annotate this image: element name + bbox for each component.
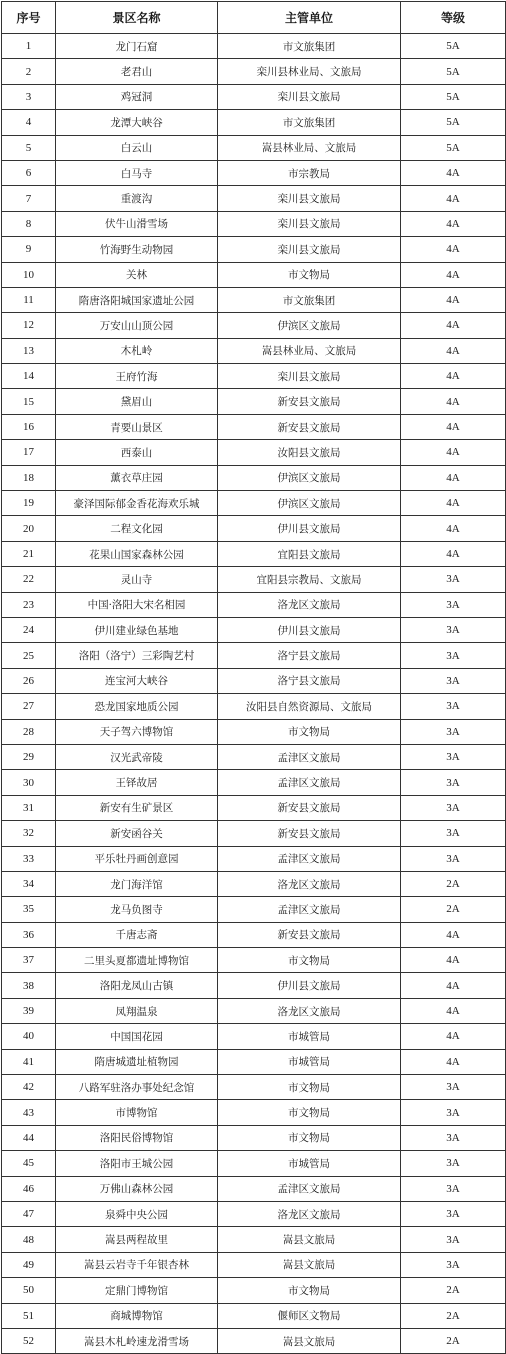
cell-index: 27 [2,694,56,719]
header-level: 等级 [401,2,506,34]
cell-scenic-name: 王府竹海 [56,364,218,389]
cell-index: 48 [2,1227,56,1252]
table-row [2,1303,506,1328]
cell-level: 3A [401,770,506,795]
cell-scenic-name: 市博物馆 [56,1100,218,1125]
cell-scenic-name: 隋唐洛阳城国家遗址公园 [56,287,218,312]
cell-index: 30 [2,770,56,795]
table-row [2,541,506,566]
table-row [2,1125,506,1150]
scenic-area-table [1,1,506,1354]
cell-authority: 市文旅集团 [218,287,401,312]
cell-level: 4A [401,287,506,312]
cell-level: 3A [401,1227,506,1252]
cell-index: 34 [2,871,56,896]
cell-index: 39 [2,998,56,1023]
table-row [2,389,506,414]
cell-authority: 汝阳县自然资源局、文旅局 [218,694,401,719]
table-row [2,973,506,998]
cell-authority: 栾川县文旅局 [218,84,401,109]
table-row [2,491,506,516]
cell-level: 5A [401,135,506,160]
cell-authority: 偃师区文物局 [218,1303,401,1328]
table-row [2,617,506,642]
cell-level: 3A [401,821,506,846]
cell-scenic-name: 薰衣草庄园 [56,465,218,490]
cell-scenic-name: 泉舜中央公园 [56,1201,218,1226]
cell-authority: 市文物局 [218,1100,401,1125]
table-row [2,770,506,795]
cell-index: 2 [2,59,56,84]
cell-level: 3A [401,643,506,668]
cell-level: 3A [401,617,506,642]
cell-scenic-name: 花果山国家森林公园 [56,541,218,566]
cell-index: 6 [2,160,56,185]
table-row [2,1151,506,1176]
cell-scenic-name: 伊川建业绿色基地 [56,617,218,642]
cell-index: 32 [2,821,56,846]
cell-authority: 孟津区文旅局 [218,770,401,795]
cell-authority: 伊滨区文旅局 [218,313,401,338]
cell-authority: 洛龙区文旅局 [218,1201,401,1226]
cell-authority: 市文物局 [218,262,401,287]
cell-scenic-name: 汉光武帝陵 [56,744,218,769]
cell-authority: 栾川县文旅局 [218,364,401,389]
cell-level: 5A [401,34,506,59]
table-row [2,313,506,338]
table-row [2,1227,506,1252]
cell-level: 4A [401,1049,506,1074]
cell-index: 9 [2,237,56,262]
table-row [2,1100,506,1125]
table-row [2,414,506,439]
cell-scenic-name: 关林 [56,262,218,287]
cell-authority: 市文旅集团 [218,34,401,59]
table-row [2,922,506,947]
cell-level: 4A [401,313,506,338]
cell-authority: 孟津区文旅局 [218,1176,401,1201]
cell-authority: 伊川县文旅局 [218,516,401,541]
cell-level: 2A [401,897,506,922]
cell-authority: 洛龙区文旅局 [218,871,401,896]
table-row [2,871,506,896]
cell-scenic-name: 千唐志斋 [56,922,218,947]
cell-authority: 市城管局 [218,1151,401,1176]
table-row [2,338,506,363]
cell-scenic-name: 洛阳龙凤山古镇 [56,973,218,998]
cell-level: 4A [401,516,506,541]
cell-level: 3A [401,1201,506,1226]
cell-scenic-name: 中国·洛阳大宋名相园 [56,592,218,617]
cell-authority: 嵩县文旅局 [218,1328,401,1353]
table-row [2,1176,506,1201]
cell-index: 33 [2,846,56,871]
header-index: 序号 [2,2,56,34]
cell-scenic-name: 定鼎门博物馆 [56,1278,218,1303]
cell-authority: 洛龙区文旅局 [218,592,401,617]
cell-scenic-name: 青要山景区 [56,414,218,439]
cell-level: 3A [401,744,506,769]
cell-scenic-name: 白云山 [56,135,218,160]
cell-level: 4A [401,160,506,185]
table-row [2,897,506,922]
table-row [2,846,506,871]
cell-scenic-name: 八路军驻洛办事处纪念馆 [56,1075,218,1100]
table-row [2,186,506,211]
cell-level: 4A [401,491,506,516]
table-body [2,34,506,1354]
cell-scenic-name: 二程文化园 [56,516,218,541]
cell-level: 4A [401,1024,506,1049]
cell-scenic-name: 万佛山森林公园 [56,1176,218,1201]
table-row [2,821,506,846]
cell-level: 3A [401,719,506,744]
cell-authority: 汝阳县文旅局 [218,440,401,465]
cell-authority: 伊滨区文旅局 [218,465,401,490]
cell-index: 36 [2,922,56,947]
cell-level: 4A [401,922,506,947]
cell-index: 21 [2,541,56,566]
cell-authority: 市宗教局 [218,160,401,185]
cell-level: 4A [401,973,506,998]
cell-index: 29 [2,744,56,769]
cell-level: 4A [401,262,506,287]
cell-authority: 新安县文旅局 [218,821,401,846]
cell-index: 51 [2,1303,56,1328]
cell-level: 2A [401,1328,506,1353]
cell-level: 3A [401,846,506,871]
cell-scenic-name: 隋唐城遗址植物园 [56,1049,218,1074]
cell-index: 4 [2,110,56,135]
cell-authority: 市文物局 [218,1278,401,1303]
cell-level: 5A [401,59,506,84]
table-row [2,110,506,135]
cell-index: 7 [2,186,56,211]
table-row [2,1024,506,1049]
cell-level: 3A [401,694,506,719]
cell-scenic-name: 豪泽国际郁金香花海欢乐城 [56,491,218,516]
table-row [2,1278,506,1303]
cell-authority: 孟津区文旅局 [218,846,401,871]
cell-level: 2A [401,1303,506,1328]
cell-scenic-name: 伏牛山滑雪场 [56,211,218,236]
cell-scenic-name: 洛阳民俗博物馆 [56,1125,218,1150]
cell-authority: 新安县文旅局 [218,389,401,414]
cell-level: 3A [401,592,506,617]
cell-level: 3A [401,1100,506,1125]
cell-level: 3A [401,1176,506,1201]
cell-scenic-name: 鸡冠洞 [56,84,218,109]
table-row [2,135,506,160]
cell-authority: 市文物局 [218,948,401,973]
cell-index: 1 [2,34,56,59]
table-row [2,948,506,973]
cell-scenic-name: 商城博物馆 [56,1303,218,1328]
table-row [2,592,506,617]
cell-level: 3A [401,567,506,592]
cell-level: 3A [401,1075,506,1100]
cell-index: 42 [2,1075,56,1100]
table-row [2,440,506,465]
cell-index: 15 [2,389,56,414]
cell-index: 49 [2,1252,56,1277]
cell-index: 25 [2,643,56,668]
cell-level: 2A [401,1278,506,1303]
table-row [2,998,506,1023]
cell-authority: 洛宁县文旅局 [218,643,401,668]
cell-index: 13 [2,338,56,363]
cell-scenic-name: 凤翔温泉 [56,998,218,1023]
cell-index: 11 [2,287,56,312]
cell-index: 8 [2,211,56,236]
cell-authority: 市城管局 [218,1024,401,1049]
header-authority: 主管单位 [218,2,401,34]
cell-index: 22 [2,567,56,592]
cell-authority: 孟津区文旅局 [218,897,401,922]
cell-level: 3A [401,1151,506,1176]
cell-authority: 洛宁县文旅局 [218,668,401,693]
table-row [2,1075,506,1100]
cell-authority: 宜阳县文旅局 [218,541,401,566]
cell-authority: 栾川县林业局、文旅局 [218,59,401,84]
cell-scenic-name: 嵩县云岩寺千年银杏林 [56,1252,218,1277]
cell-authority: 新安县文旅局 [218,922,401,947]
cell-level: 3A [401,795,506,820]
cell-level: 4A [401,948,506,973]
cell-index: 23 [2,592,56,617]
cell-authority: 新安县文旅局 [218,414,401,439]
table-row [2,694,506,719]
cell-index: 18 [2,465,56,490]
cell-scenic-name: 洛阳（洛宁）三彩陶艺村 [56,643,218,668]
cell-scenic-name: 白马寺 [56,160,218,185]
table-row [2,84,506,109]
cell-index: 14 [2,364,56,389]
cell-index: 52 [2,1328,56,1353]
cell-index: 26 [2,668,56,693]
table-row [2,211,506,236]
table-row [2,567,506,592]
cell-scenic-name: 重渡沟 [56,186,218,211]
cell-authority: 栾川县文旅局 [218,237,401,262]
cell-level: 4A [401,186,506,211]
table-row [2,160,506,185]
cell-scenic-name: 恐龙国家地质公园 [56,694,218,719]
cell-scenic-name: 木札岭 [56,338,218,363]
table-row [2,719,506,744]
table-row [2,364,506,389]
cell-scenic-name: 龙潭大峡谷 [56,110,218,135]
cell-index: 12 [2,313,56,338]
table-row [2,59,506,84]
cell-scenic-name: 洛阳市王城公园 [56,1151,218,1176]
cell-authority: 市文物局 [218,719,401,744]
cell-level: 4A [401,237,506,262]
cell-level: 4A [401,414,506,439]
cell-scenic-name: 天子驾六博物馆 [56,719,218,744]
cell-scenic-name: 竹海野生动物园 [56,237,218,262]
cell-authority: 市文物局 [218,1125,401,1150]
cell-index: 5 [2,135,56,160]
table-header-row [2,2,506,34]
cell-index: 10 [2,262,56,287]
cell-level: 4A [401,338,506,363]
cell-index: 37 [2,948,56,973]
table-row [2,1328,506,1353]
cell-scenic-name: 龙马负图寺 [56,897,218,922]
cell-authority: 嵩县文旅局 [218,1227,401,1252]
cell-index: 47 [2,1201,56,1226]
table-row [2,668,506,693]
cell-index: 43 [2,1100,56,1125]
cell-level: 4A [401,211,506,236]
cell-index: 16 [2,414,56,439]
table-row [2,1201,506,1226]
table-row [2,516,506,541]
cell-level: 4A [401,440,506,465]
cell-authority: 新安县文旅局 [218,795,401,820]
cell-level: 3A [401,668,506,693]
cell-level: 4A [401,465,506,490]
cell-level: 3A [401,1252,506,1277]
cell-scenic-name: 龙门海洋馆 [56,871,218,896]
cell-scenic-name: 王铎故居 [56,770,218,795]
cell-scenic-name: 灵山寺 [56,567,218,592]
table-row [2,795,506,820]
cell-index: 45 [2,1151,56,1176]
table-row [2,237,506,262]
table-row [2,1252,506,1277]
scenic-area-table-container [1,1,506,1354]
header-scenic-name: 景区名称 [56,2,218,34]
cell-level: 4A [401,364,506,389]
cell-authority: 伊川县文旅局 [218,617,401,642]
cell-authority: 市文旅集团 [218,110,401,135]
cell-scenic-name: 西泰山 [56,440,218,465]
cell-level: 2A [401,871,506,896]
cell-index: 44 [2,1125,56,1150]
cell-scenic-name: 黛眉山 [56,389,218,414]
table-row [2,287,506,312]
cell-level: 5A [401,110,506,135]
table-row [2,465,506,490]
table-row [2,744,506,769]
cell-index: 24 [2,617,56,642]
cell-authority: 栾川县文旅局 [218,211,401,236]
cell-level: 4A [401,389,506,414]
cell-index: 38 [2,973,56,998]
cell-index: 19 [2,491,56,516]
cell-authority: 孟津区文旅局 [218,744,401,769]
cell-authority: 栾川县文旅局 [218,186,401,211]
cell-level: 4A [401,998,506,1023]
cell-scenic-name: 嵩县两程故里 [56,1227,218,1252]
cell-index: 31 [2,795,56,820]
cell-authority: 洛龙区文旅局 [218,998,401,1023]
cell-index: 20 [2,516,56,541]
cell-authority: 嵩县林业局、文旅局 [218,338,401,363]
cell-authority: 伊滨区文旅局 [218,491,401,516]
cell-level: 5A [401,84,506,109]
table-row [2,34,506,59]
table-row [2,262,506,287]
cell-scenic-name: 新安函谷关 [56,821,218,846]
cell-scenic-name: 老君山 [56,59,218,84]
cell-authority: 市文物局 [218,1075,401,1100]
cell-index: 40 [2,1024,56,1049]
cell-authority: 伊川县文旅局 [218,973,401,998]
cell-index: 28 [2,719,56,744]
cell-scenic-name: 新安有生矿景区 [56,795,218,820]
cell-authority: 嵩县文旅局 [218,1252,401,1277]
cell-scenic-name: 二里头夏都遗址博物馆 [56,948,218,973]
cell-level: 3A [401,1125,506,1150]
cell-authority: 嵩县林业局、文旅局 [218,135,401,160]
cell-index: 41 [2,1049,56,1074]
cell-index: 46 [2,1176,56,1201]
cell-scenic-name: 中国国花园 [56,1024,218,1049]
cell-scenic-name: 平乐牡丹画创意园 [56,846,218,871]
cell-scenic-name: 万安山山顶公园 [56,313,218,338]
cell-level: 4A [401,541,506,566]
cell-scenic-name: 龙门石窟 [56,34,218,59]
cell-index: 17 [2,440,56,465]
cell-scenic-name: 嵩县木札岭速龙滑雪场 [56,1328,218,1353]
cell-index: 3 [2,84,56,109]
table-row [2,643,506,668]
cell-index: 50 [2,1278,56,1303]
cell-authority: 市城管局 [218,1049,401,1074]
cell-index: 35 [2,897,56,922]
cell-scenic-name: 连宝河大峡谷 [56,668,218,693]
table-row [2,1049,506,1074]
cell-authority: 宜阳县宗教局、文旅局 [218,567,401,592]
